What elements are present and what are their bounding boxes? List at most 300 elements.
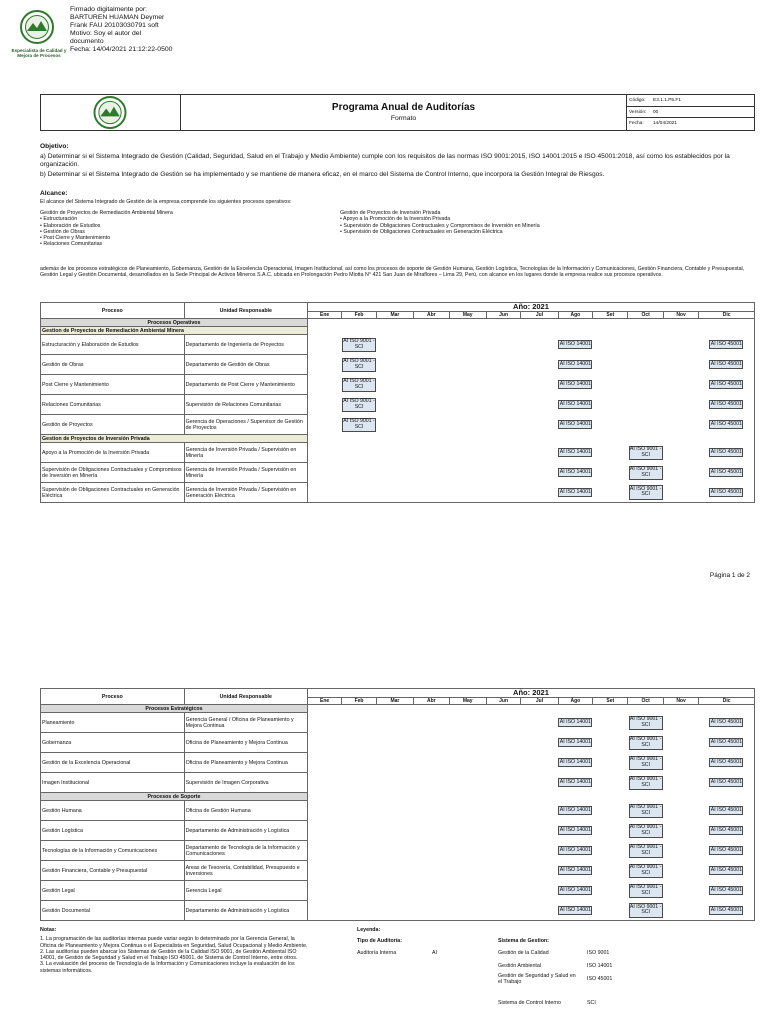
month-cell [521,773,558,793]
process-name: Imagen Institucional [41,773,185,793]
date-label: Fecha: [629,121,644,127]
month-cell [342,733,376,753]
system-code: ISO 9001 [587,950,610,956]
month-cell [699,821,755,841]
month-cell [307,395,341,415]
month-cell [414,733,449,753]
alcance-item: • Estructuración [40,216,78,223]
process-name: Estructuración y Elaboración de Estudios [41,335,185,355]
month-cell [558,821,592,841]
month-header: Nov [663,312,698,319]
audit-box: AI ISO 9001 - SCI [629,903,663,917]
month-cell [486,773,520,793]
month-cell [558,463,592,483]
table-row [41,443,755,463]
alcance-item: • Elaboración de Estudios [40,222,101,229]
month-cell [486,821,520,841]
month-cell [307,861,341,881]
month-cell [521,733,558,753]
company-logo-icon [20,10,54,44]
month-cell [449,773,486,793]
month-header: Ene [307,698,341,705]
month-cell [663,713,698,733]
audit-box: AI ISO 45001 [709,360,743,369]
month-cell [699,713,755,733]
month-cell [521,841,558,861]
audit-box: AI ISO 45001 [709,400,743,409]
month-cell [628,415,663,435]
note-item: 2. Las auditorías pueden abarcar los Sistemas de Gestión de la Calidad ISO 9001, de Gestión Ambiental ISO 14001, de Gestión de Seguridad y Salud en el Trabajo ISO 45001, de Sistema de Control Interno, entre otros. [40,948,298,962]
month-cell [699,463,755,483]
month-cell [307,841,341,861]
month-cell [376,821,413,841]
responsible-unit: Departamento de Administración y Logística [184,901,307,921]
month-cell [414,415,449,435]
month-cell [558,841,592,861]
audit-box: AI ISO 45001 [709,468,743,477]
month-header: Dic [699,312,755,319]
table-row [41,375,755,395]
month-cell [628,861,663,881]
legend [357,927,757,1006]
month-cell [663,355,698,375]
month-cell [342,375,376,395]
system-name: Gestión de Seguridad y Salud en el Trabajo [498,973,576,986]
month-cell [376,841,413,861]
audit-box: AI ISO 45001 [709,826,743,835]
page-number: Página 1 de 2 [709,572,750,579]
audit-box: AI ISO 14001 [558,826,592,835]
header-logo [41,95,181,130]
audit-box: AI ISO 45001 [709,448,743,457]
objetivo-a: a) Determinar si el Sistema Integrado de Gestión (Calidad, Seguridad, Salud en el Trabajo y Medio Ambiente) cumple con los requisitos de las normas ISO 9001:2015, ISO 14001:2015 e ISO 45001:2018, así como los establecidos por la organización. [40,153,730,168]
year-header: Año: 2021 [307,689,754,698]
month-header: Abr [414,312,449,319]
company-logo-icon [93,96,127,129]
month-cell [628,821,663,841]
month-header: Feb [342,698,376,705]
month-header: Feb [342,312,376,319]
month-cell [414,881,449,901]
month-cell [593,443,628,463]
month-cell [486,463,520,483]
col-unidad: Unidad Responsable [184,303,307,319]
month-cell [521,335,558,355]
process-name: Post Cierre y Mantenimiento [41,375,185,395]
signature-line: documento [70,38,104,46]
month-cell [449,861,486,881]
month-cell [699,801,755,821]
month-cell [521,861,558,881]
audit-type-label: Tipo de Auditoría: [357,938,403,944]
month-cell [449,753,486,773]
month-cell [486,753,520,773]
month-cell [699,415,755,435]
audit-box: AI ISO 14001 [558,360,592,369]
audit-box: AI ISO 14001 [558,806,592,815]
system-name: Gestión de la Calidad [498,950,549,956]
month-cell [558,395,592,415]
month-cell [307,753,341,773]
objetivo-b: b) Determinar si el Sistema Integrado de Gestión se ha implementado y se mantiene de manera eficaz, en el marco del Sistema de Control Interno, que incorpora la Gestión Integral de Riesgos. [40,171,605,178]
month-cell [307,443,341,463]
month-cell [663,733,698,753]
audit-box: AI ISO 45001 [709,778,743,787]
month-header: Ago [558,698,592,705]
table-row [41,861,755,881]
process-name: Gestión de Proyectos [41,415,185,435]
month-cell [376,753,413,773]
audit-box: AI ISO 9001 - SCI [629,884,663,898]
month-cell [521,713,558,733]
month-cell [376,355,413,375]
month-cell [342,415,376,435]
month-cell [558,901,592,921]
month-cell [628,773,663,793]
objetivo-heading: Objetivo: [40,143,69,150]
system-code: SCI [587,1000,596,1006]
month-cell [663,335,698,355]
month-cell [342,355,376,375]
month-cell [558,415,592,435]
process-name: Gestión Logística [41,821,185,841]
month-cell [449,901,486,921]
signature-line: Fecha: 14/04/2021 21:12:22-0500 [70,46,173,54]
audit-box: AI ISO 45001 [709,718,743,727]
year-header: Año: 2021 [307,303,754,312]
month-cell [414,463,449,483]
month-cell [486,901,520,921]
table-row [41,773,755,793]
month-cell [521,443,558,463]
month-cell [486,335,520,355]
date-value: 14/04/2021 [653,121,678,127]
month-cell [486,713,520,733]
table-row [41,335,755,355]
month-cell [342,483,376,503]
responsible-unit: Oficina de Planeamiento y Mejora Continua [184,733,307,753]
audit-box: AI ISO 14001 [558,778,592,787]
page-title: Programa Anual de Auditorías [331,102,476,113]
table-row [41,753,755,773]
month-cell [449,443,486,463]
month-cell [376,463,413,483]
month-cell [449,483,486,503]
notes [40,927,310,974]
alcance-item: Gestión de Proyectos de Inversión Privada [340,210,441,216]
responsible-unit: Departamento de Administración y Logística [184,821,307,841]
responsible-unit: Supervisión de Relaciones Comunitarias [184,395,307,415]
process-name: Supervisión de Obligaciones Contractuales y Compromisos de Inversión en Minería [41,463,185,483]
month-cell [628,355,663,375]
audit-box: AI ISO 9001 - SCI [629,446,663,460]
month-cell [376,335,413,355]
audit-box: AI ISO 45001 [709,420,743,429]
audit-box: AI ISO 9001 - SCI [629,844,663,858]
month-cell [414,443,449,463]
month-header: Jun [486,698,520,705]
process-name: Gestión de Obras [41,355,185,375]
month-cell [449,821,486,841]
signature-line: Frank FAU 20103030791 soft [70,22,159,30]
audit-box: AI ISO 9001 - SCI [629,824,663,838]
month-cell [414,713,449,733]
process-name: Gestión de la Excelencia Operacional [41,753,185,773]
month-header: Oct [628,312,663,319]
month-cell [342,753,376,773]
table-row [41,801,755,821]
month-cell [699,881,755,901]
process-name: Gestión Documental [41,901,185,921]
signature-line: Motivo: Soy el autor del [70,30,142,38]
month-cell [628,753,663,773]
audit-box: AI ISO 45001 [709,380,743,389]
audit-box: AI ISO 45001 [709,846,743,855]
month-cell [414,395,449,415]
month-cell [558,753,592,773]
section-row: Procesos Estratégicos [41,705,308,713]
month-header: Set [593,698,628,705]
month-cell [342,773,376,793]
month-cell [699,355,755,375]
month-cell [449,463,486,483]
month-cell [593,395,628,415]
code-label: Código: [629,98,646,103]
month-cell [376,733,413,753]
col-proceso: Proceso [41,689,185,705]
system-label: Sistema de Gestion: [498,938,549,944]
month-cell [699,733,755,753]
month-cell [593,355,628,375]
month-header: Nov [663,698,698,705]
month-cell [521,821,558,841]
audit-box: AI ISO 9001 - SCI [629,485,663,499]
audit-table-page1 [40,302,755,503]
table-row [41,415,755,435]
responsible-unit: Oficina de Planeamiento y Mejora Continua [184,753,307,773]
month-cell [414,483,449,503]
alcance-col2 [340,210,752,235]
audit-box: AI ISO 14001 [558,400,592,409]
month-cell [486,443,520,463]
month-cell [628,713,663,733]
month-cell [342,841,376,861]
month-cell [628,881,663,901]
month-header: Mar [376,312,413,319]
audit-box: AI ISO 14001 [558,468,592,477]
month-cell [486,395,520,415]
month-cell [699,753,755,773]
month-cell [593,881,628,901]
responsible-unit: Departamento de Post Cierre y Mantenimiento [184,375,307,395]
month-cell [486,415,520,435]
month-cell [593,801,628,821]
audit-box: AI ISO 9001 - SCI [629,736,663,750]
month-cell [449,841,486,861]
process-name: Gobernanza [41,733,185,753]
month-header: Jul [521,312,558,319]
month-cell [663,821,698,841]
month-cell [414,841,449,861]
month-cell [486,375,520,395]
month-cell [593,483,628,503]
alcance-item: • Apoyo a la Promoción de la Inversión Privada [340,216,451,223]
month-cell [376,901,413,921]
month-cell [521,483,558,503]
system-name: Sistema de Control Interno [498,1000,562,1006]
month-cell [558,713,592,733]
page-subtitle: Formato [390,115,417,122]
month-cell [663,483,698,503]
month-cell [486,881,520,901]
month-cell [307,821,341,841]
month-cell [307,415,341,435]
month-header: Oct [628,698,663,705]
table-row [41,881,755,901]
month-cell [628,335,663,355]
subsection-row: Gestion de Proyectos de Inversión Privada [41,435,308,443]
system-code: ISO 45001 [587,976,613,982]
month-cell [414,753,449,773]
month-cell [663,901,698,921]
month-cell [593,713,628,733]
month-cell [558,335,592,355]
month-cell [699,395,755,415]
month-cell [699,483,755,503]
note-item: 1. La programación de las auditorías internas puede variar según lo determinado por la Gerencia General, la Oficina de Planeamiento y Mejora Continua o el Especialista en Seguridad, Salud Ocupacional y Medio Ambiente. [40,936,308,949]
month-cell [593,773,628,793]
code-value: E3.1.1.P5.F1 [653,98,681,103]
alcance-col1 [40,210,330,248]
alcance-intro: El alcance del Sistema Integrado de Gestión de la empresa comprende los siguientes procesos operativos: [40,199,292,205]
header-title-block [181,95,627,130]
month-cell [558,375,592,395]
form-header [40,94,755,131]
month-cell [342,443,376,463]
digital-signature [8,6,208,64]
audit-box: AI ISO 14001 [558,886,592,895]
month-cell [663,861,698,881]
responsible-unit: Areas de Tesorería, Contabilidad, Presupuesto e Inversiones [184,861,307,881]
month-header: Abr [414,698,449,705]
month-cell [376,881,413,901]
audit-box: AI ISO 45001 [709,866,743,875]
audit-type-code: AI [432,950,438,956]
month-cell [663,773,698,793]
month-header: Jul [521,698,558,705]
month-cell [521,881,558,901]
responsible-unit: Oficina de Gestión Humana [184,801,307,821]
month-cell [307,773,341,793]
signature-org: Especialista de Calidad y Mejora de Procesos [11,48,67,59]
responsible-unit: Gerencia de Inversión Privada / Supervisión en Minería [184,443,307,463]
month-cell [486,861,520,881]
system-name: Gestión Ambiental [498,963,541,969]
audit-box: AI ISO 45001 [709,806,743,815]
month-cell [558,861,592,881]
month-cell [449,733,486,753]
month-cell [376,375,413,395]
month-header: May [449,312,486,319]
month-cell [449,355,486,375]
alcance-heading: Alcance: [40,190,68,197]
month-cell [593,861,628,881]
month-cell [376,713,413,733]
month-cell [376,861,413,881]
audit-box: AI ISO 14001 [558,758,592,767]
table-row [41,395,755,415]
month-cell [521,801,558,821]
audit-box: AI ISO 9001 - SCI [629,466,663,480]
audit-box: AI ISO 14001 [558,488,592,497]
table-row [41,733,755,753]
month-cell [307,375,341,395]
audit-box: AI ISO 14001 [558,340,592,349]
month-cell [663,443,698,463]
month-cell [307,733,341,753]
month-cell [342,713,376,733]
alcance-item: Gestión de Proyectos de Remediación Ambiental Minera [40,210,173,216]
month-cell [342,901,376,921]
month-header: Dic [699,698,755,705]
month-cell [307,713,341,733]
month-cell [521,395,558,415]
month-cell [593,753,628,773]
section-row: Procesos de Soporte [41,793,308,801]
audit-box: AI ISO 14001 [558,420,592,429]
month-cell [307,355,341,375]
month-header: Mar [376,698,413,705]
version-value: 00 [653,109,659,115]
legend-heading: Leyenda: [357,927,381,933]
month-cell [699,335,755,355]
responsible-unit: Departamento de Ingeniería de Proyectos [184,335,307,355]
audit-box: AI ISO 14001 [558,866,592,875]
alcance-item: • Post Cierre y Mantenimiento [40,235,111,242]
signature-text [70,6,210,55]
signature-line: Firmado digitalmente por: [70,6,148,13]
month-cell [593,821,628,841]
month-cell [558,733,592,753]
audit-box: AI ISO 9001 - SCI [629,716,663,730]
month-cell [521,753,558,773]
month-cell [558,483,592,503]
responsible-unit: Gerencia de Operaciones / Supervisor de Gestión de Proyectos [184,415,307,435]
alcance-item: • Supervisión de Obligaciones Contractuales y Compromisos de Inversión en Minería [340,222,540,229]
month-cell [342,881,376,901]
month-cell [628,443,663,463]
audit-box: AI ISO 9001 - SCI [629,776,663,790]
month-cell [593,733,628,753]
month-cell [486,841,520,861]
audit-box: AI ISO 14001 [558,906,592,915]
month-cell [628,841,663,861]
audit-box: AI ISO 14001 [558,718,592,727]
audit-box: AI ISO 45001 [709,906,743,915]
month-cell [414,861,449,881]
month-header: Jun [486,312,520,319]
month-cell [307,483,341,503]
table-row [41,841,755,861]
month-header: Ene [307,312,341,319]
month-cell [663,881,698,901]
month-cell [342,463,376,483]
responsible-unit: Departamento de Tecnología de la Información y Comunicaciones [184,841,307,861]
audit-box: AI ISO 14001 [558,738,592,747]
audit-box: AI ISO 45001 [709,758,743,767]
system-code: ISO 14001 [587,963,613,969]
month-cell [558,443,592,463]
